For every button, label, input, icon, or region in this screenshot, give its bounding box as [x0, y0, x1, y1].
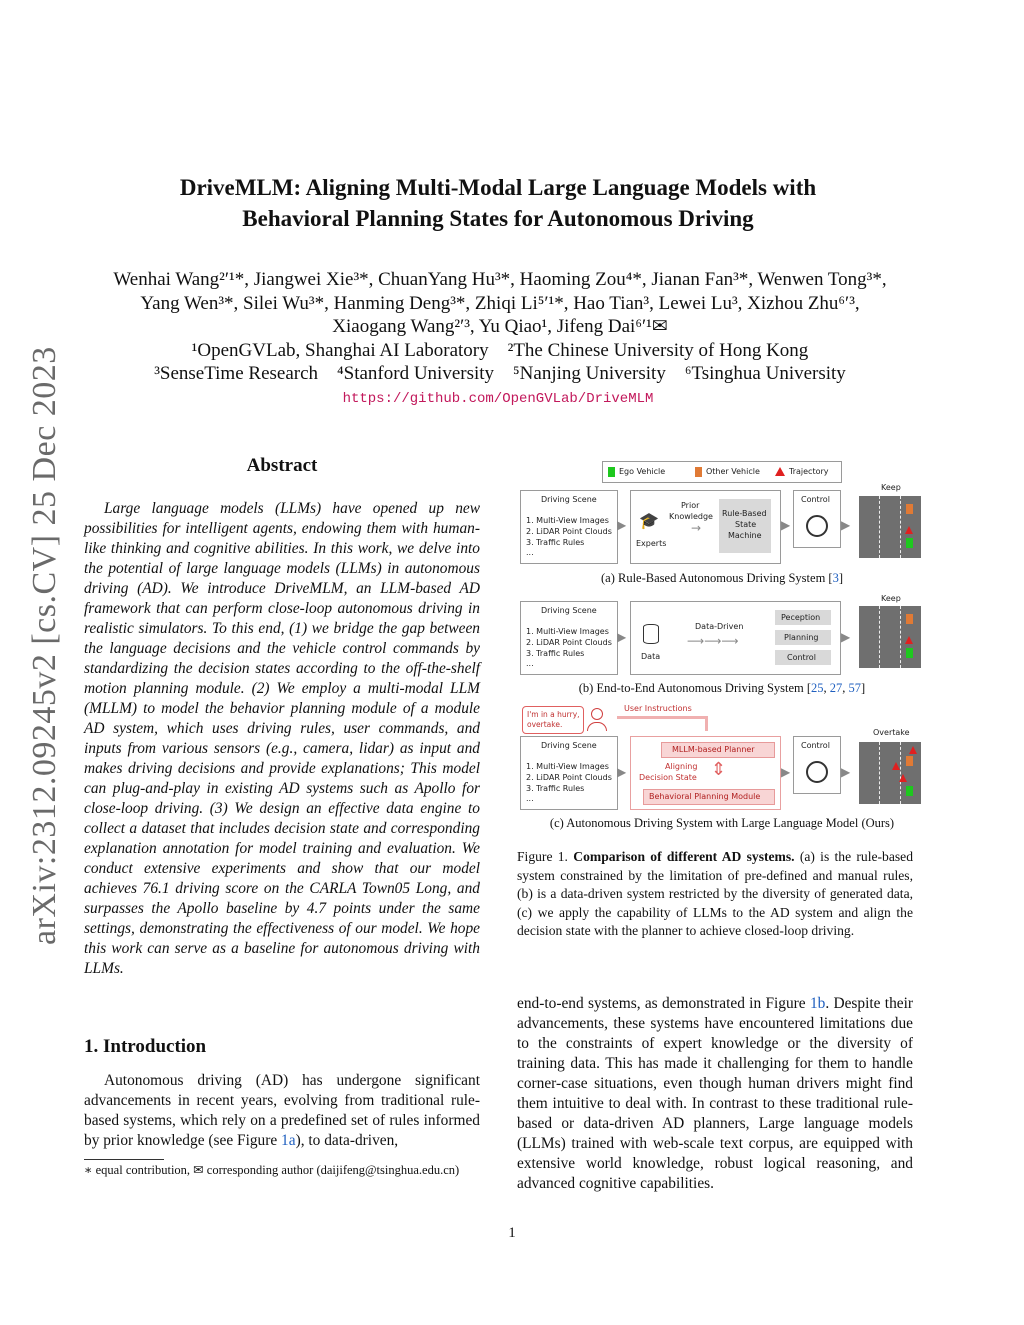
c-trajectory-marker-2 — [892, 762, 900, 770]
a-arrow-4: ▶ — [841, 518, 851, 532]
c-steering-wheel-icon — [806, 761, 828, 783]
page-number: 1 — [508, 1225, 516, 1241]
ref-3-link[interactable]: 3 — [832, 571, 839, 585]
a-prior-label: Prior — [681, 501, 700, 510]
b-data-driven-box — [630, 601, 841, 675]
c-driving-scene-label: Driving Scene — [541, 741, 597, 750]
b-driving-scene-label: Driving Scene — [541, 606, 597, 615]
b-planning-box — [775, 630, 831, 645]
a-input-3: 3. Traffic Rules — [526, 538, 585, 547]
authors-line-2: Yang Wen³*, Silei Wu³*, Hanming Deng³*, Zhiqi Li⁵ʹ¹*, Hao Tian³, Lewei Lu³, Xizhou Zhu⁶ʹ³, — [140, 292, 860, 314]
c-behavioral-planning-label: Behavioral Planning Module — [649, 792, 761, 801]
b-perception-box — [775, 610, 831, 625]
b-perception-label: Peception — [781, 613, 821, 622]
introduction-paragraph — [84, 1071, 480, 1151]
trajectory-legend-icon — [775, 467, 785, 476]
c-lane-line-1 — [879, 742, 880, 804]
abstract-body: Large language models (LLMs) have opened up new possibilities for intelligent agents, endowing them with human-like thinking and cognitive abilities. In this work, we delve into the potential of large language models (LLMs) in autonomous driving (AD). We introduce DriveMLM, an LLM-based AD framework that can perform close-loop autonomous driving in realistic simulators. To this end, (1) we bridge the gap between the language decisions and the vehicle control commands by standardizing the decision states according to the off-the-shelf motion planning module. (2) We employ a multi-modal LLM (MLLM) to model the behavior planning module of a module AD system, which uses driving rules, user commands, and inputs from various sensors (e.g., camera, lidar) as input and makes driving decisions and provide explanations; This model can plug-and-play in existing AD systems such as Apollo for close-loop driving. (3) We design an effective data engine to collect a dataset that includes decision state and corresponding explanation annotation for model training and evaluation. We conduct extensive experiments and show that our model achieves 76.1 driving score on the CARLA Town05 Long, and surpasses the Apollo baseline by 4.7 points under the same settings, demonstrating the effectiveness of our model. We hope this work can serve as a baseline for autonomous driving with LLMs. — [84, 500, 480, 977]
intro-text-b: ), to data-driven, — [295, 1132, 399, 1149]
footnote-rule — [84, 1159, 164, 1160]
figure-1b-link[interactable]: 1b — [809, 995, 826, 1012]
a-input-4: ... — [526, 548, 534, 557]
title-line-1: DriveMLM: Aligning Multi-Modal Large Language Models with — [179, 175, 817, 200]
right-column-paragraph — [517, 994, 913, 1194]
c-arrow-1: ▶ — [617, 765, 627, 779]
caption-body: (a) is the rule-based system constrained by the limitation of pre-defined and manual rules, (b) is a data-driven system restricted by the diversity of generated data, (c) we apply the capability of LLMs to the AD system and align the decision state with the planner to achieve closed-loop driving. — [517, 849, 914, 938]
c-bubble-line-1: I'm in a hurry, — [527, 710, 580, 719]
c-updown-arrow: ⇕ — [711, 759, 727, 780]
footnote: ∗ equal contribution, ✉ corresponding author (daijifeng@tsinghua.edu.cn) — [84, 1163, 460, 1177]
c-control-box — [793, 736, 841, 794]
a-driving-scene-box — [520, 490, 618, 564]
b-input-2: 2. LiDAR Point Clouds — [526, 638, 612, 647]
a-rule-based-box — [719, 499, 771, 553]
github-link[interactable]: https://github.com/OpenGVLab/DriveMLM — [342, 391, 654, 407]
c-aligning-line-2: Decision State — [639, 773, 697, 782]
b-lane-line-1 — [879, 606, 880, 668]
authors-line-3: Xiaogang Wang²ʹ³, Yu Qiao¹, Jifeng Dai⁶ʹ¹✉ — [332, 316, 668, 337]
ego-legend-swatch — [608, 467, 615, 477]
figure-1a-caption: (a) Rule-Based Autonomous Driving System [3] — [601, 571, 843, 585]
a-control-label: Control — [801, 495, 830, 504]
right-text-a: end-to-end systems, as demonstrated in Figure — [517, 995, 810, 1012]
figure-1-caption — [517, 848, 913, 941]
figure-legend — [602, 461, 842, 483]
a-rule-line-2: State — [735, 520, 757, 529]
c-road-scene — [859, 742, 921, 804]
a-knowledge-label: Knowledge — [669, 512, 713, 521]
c-trajectory-marker-1 — [909, 746, 917, 754]
c-bubble-line-2: overtake. — [527, 720, 563, 729]
database-icon — [643, 624, 659, 644]
b-input-4: ... — [526, 659, 534, 668]
c-ego-vehicle — [906, 786, 913, 796]
b-planning-label: Planning — [784, 633, 819, 642]
b-input-1: 1. Multi-View Images — [526, 627, 609, 636]
b-arrow-3: ▶ — [841, 630, 851, 644]
c-input-4: ... — [526, 794, 534, 803]
b-arrow-2: ⟶⟶⟶ — [687, 634, 739, 648]
affiliations-line-2: ³SenseTime Research ⁴Stanford University ⁵Nanjing University ⁶Tsinghua University — [154, 363, 846, 384]
figure-1c-caption: (c) Autonomous Driving System with Large Language Model (Ours) — [549, 816, 895, 830]
b-data-driven-label: Data-Driven — [695, 622, 744, 631]
introduction-heading: 1. Introduction — [84, 1036, 207, 1057]
c-control-label: Control — [801, 741, 830, 750]
figure-1 — [517, 458, 927, 838]
c-input-3: 3. Traffic Rules — [526, 784, 585, 793]
user-icon — [591, 708, 603, 720]
other-legend-swatch — [695, 467, 702, 477]
b-keep-label: Keep — [881, 594, 901, 603]
ref-27-link[interactable]: 27 — [829, 681, 843, 695]
c-driving-scene-box — [520, 736, 618, 810]
a-input-1: 1. Multi-View Images — [526, 516, 609, 525]
c-input-1: 1. Multi-View Images — [526, 762, 609, 771]
user-icon-body — [587, 722, 607, 731]
a-rule-line-3: Machine — [728, 531, 762, 540]
a-arrow-1: ▶ — [617, 518, 627, 532]
b-road-scene — [859, 606, 921, 668]
c-planner-container — [630, 736, 781, 810]
caption-label: Figure 1. — [517, 849, 568, 864]
affiliations-line-1: ¹OpenGVLab, Shanghai AI Laboratory ²The Chinese University of Hong Kong — [191, 339, 809, 361]
a-experts-box — [630, 490, 781, 564]
a-other-vehicle — [906, 504, 913, 514]
a-lane-line-2 — [900, 496, 901, 558]
c-aligning-line-1: Aligning — [665, 762, 698, 771]
b-input-3: 3. Traffic Rules — [526, 649, 585, 658]
a-arrow-2: → — [691, 521, 702, 535]
b-arrow-1: ▶ — [617, 630, 627, 644]
c-overtake-label: Overtake — [873, 728, 910, 737]
figure-1b-caption: (b) End-to-End Autonomous Driving System [25, 27, 57] — [578, 681, 866, 695]
c-input-2: 2. LiDAR Point Clouds — [526, 773, 612, 782]
c-lane-line-2 — [900, 742, 901, 804]
arxiv-identifier: arXiv:2312.09245v2 [cs.CV] 25 Dec 2023 — [26, 346, 63, 945]
b-lane-line-2 — [900, 606, 901, 668]
b-trajectory-marker — [905, 636, 913, 644]
abstract-heading: Abstract — [246, 455, 318, 476]
paper-title — [80, 172, 916, 234]
a-experts-label: Experts — [636, 539, 667, 548]
c-instruction-arrow — [617, 716, 708, 731]
b-data-label: Data — [641, 652, 661, 661]
steering-wheel-icon — [806, 515, 828, 537]
author-block — [60, 268, 940, 386]
authors-line-1: Wenhai Wang²ʹ¹*, Jiangwei Xie³*, ChuanYang Hu³*, Haoming Zou⁴*, Jianan Fan³*, Wenwen Tong³*, — [113, 269, 887, 290]
a-arrow-3: ▶ — [781, 518, 791, 532]
b-driving-scene-box — [520, 601, 618, 675]
c-speech-bubble — [522, 706, 584, 734]
b-other-vehicle — [906, 614, 913, 624]
c-behavioral-planning-box — [643, 789, 775, 805]
c-user-instructions-label: User Instructions — [624, 704, 692, 713]
c-other-vehicle — [906, 756, 913, 766]
title-line-2: Behavioral Planning States for Autonomous Driving — [242, 206, 754, 231]
c-arrow-2: ▶ — [781, 765, 791, 779]
figure-1a-link[interactable]: 1a — [281, 1132, 296, 1149]
b-control-label: Control — [787, 653, 816, 662]
c-trajectory-marker-3 — [899, 774, 907, 782]
a-driving-scene-label: Driving Scene — [541, 495, 597, 504]
c-arrow-3: ▶ — [841, 765, 851, 779]
graduation-cap-icon: 🎓 — [639, 511, 659, 530]
ref-57-link[interactable]: 57 — [848, 681, 862, 695]
a-keep-label: Keep — [881, 483, 901, 492]
c-mllm-planner-label: MLLM-based Planner — [672, 745, 755, 754]
a-rule-line-1: Rule-Based — [722, 509, 767, 518]
right-text-b: . Despite their advancements, these systems have encountered limitations due to the constraints of expert knowledge or the diversity of training data. This has made it challenging for them to handle corner-case situations, even though human drivers might find them intuitive to deal with. In contrast to these traditional rule-based or data-driven AD planners, Large language models (LLMs) trained with web-scale text corpus, are equipped with extensive world knowledge, robust logical reasoning, and advanced cognitive capabilities. — [517, 995, 913, 1192]
a-input-2: 2. LiDAR Point Clouds — [526, 527, 612, 536]
caption-title: Comparison of different AD systems. — [573, 849, 795, 864]
b-control-box — [775, 650, 831, 665]
a-ego-vehicle — [906, 538, 913, 548]
b-ego-vehicle — [906, 648, 913, 658]
c-mllm-planner-box — [661, 742, 775, 758]
a-road-scene — [859, 496, 921, 558]
a-trajectory-marker — [905, 526, 913, 534]
trajectory-legend-label: Trajectory — [789, 467, 829, 476]
a-control-box — [793, 490, 841, 548]
intro-text-a: Autonomous driving (AD) has undergone significant advancements in recent years, evolving from traditional rule-based systems, which rely on a predefined set of rules informed by prior knowledge (see Figure — [84, 1072, 480, 1149]
other-legend-label: Other Vehicle — [706, 467, 760, 476]
a-lane-line-1 — [879, 496, 880, 558]
ref-25-link[interactable]: 25 — [811, 681, 824, 695]
ego-legend-label: Ego Vehicle — [619, 467, 666, 476]
